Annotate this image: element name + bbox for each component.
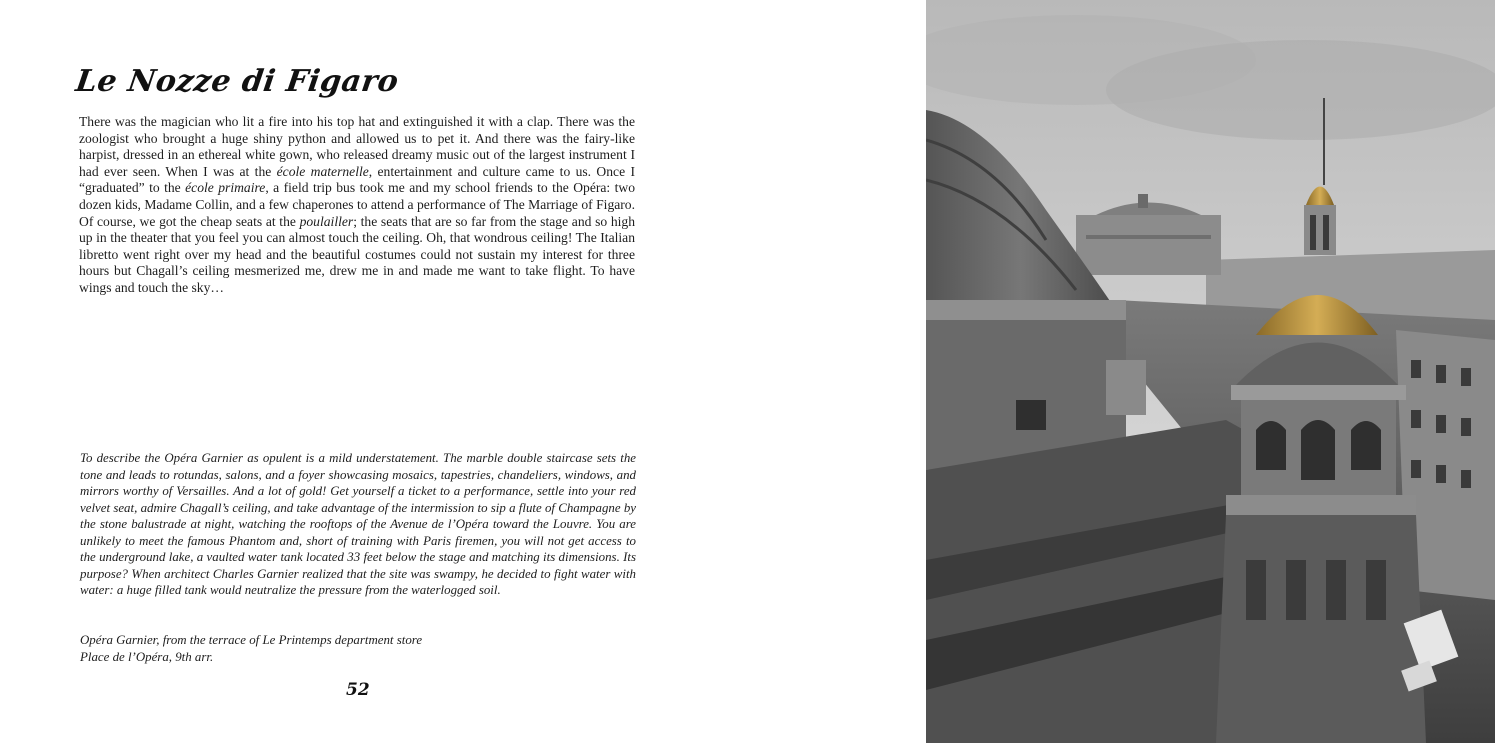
main-text-part-2: , entertainment and culture came to us. Once I “graduated” to the [79,163,635,196]
page-number: 52 [346,680,370,700]
main-text-poulailler: poulailler [299,213,354,229]
photo-illustration [926,0,1495,743]
main-text-part-1: There was the magician who lit a fire into his top hat and extinguished it with a clap. There was the zoologist who brought a huge shiny python and allowed us to pet it. And there was the fairy-like harpist, dressed in an ethereal white gown, who released dreamy music out of the largest instrument I had ever seen. When I was at the [79,114,635,179]
main-paragraph [79,114,635,297]
sidebar-paragraph: To describe the Opéra Garnier as opulent is a mild understatement. The marble double staircase sets the tone and leads to rotundas, salons, and a foyer showcasing mosaics, tapestries, chandeliers, windows, and mirrors worthy of Versailles. And a lot of gold! Get yourself a ticket to a performance, settle into your red velvet seat, admire Chagall’s ceiling, and take advantage of the intermission to sip a flute of Champagne by the stone balustrade at night, watching the rooftops of the Avenue de l’Opéra toward the Louvre. You are unlikely to meet the famous Phantom and, short of training with Paris firemen, you will not get access to the underground lake, a vaulted water tank located 33 feet below the stage and matching its dimensions. Its purpose? When architect Charles Garnier realized that the site was swampy, he decided to fight water with water: a huge filled tank would neutralize the pressure from the waterlogged soil. [80,451,636,597]
photo-caption [80,632,636,665]
caption-line-2: Place de l’Opéra, 9th arr. [80,649,214,664]
page-title: Le Nozze di Figaro [73,64,401,99]
main-text-ecole-maternelle: école maternelle [276,163,369,179]
main-text-part-4: ; the seats that are so far from the stage and so high up in the theater that you feel you can almost touch the ceiling. Oh, that wondrous ceiling! The Italian libretto went right over my head and the beautiful costumes could not sustain my interest for three hours but Chagall’s ceiling mesmerized me, drew me in and made me want to take flight. To have wings and touch the sky… [79,213,635,295]
main-text-ecole-primaire: école primaire [185,180,266,196]
main-text-part-3: , a field trip bus took me and my school friends to the Opéra: two dozen kids, Madame Collin, and a few chaperones to attend a performance of The Marriage of Figaro. Of course, we got the cheap seats at the [79,180,636,229]
caption-line-1: Opéra Garnier, from the terrace of Le Printemps department store [80,633,423,647]
photo-opera-garnier [926,0,1495,743]
